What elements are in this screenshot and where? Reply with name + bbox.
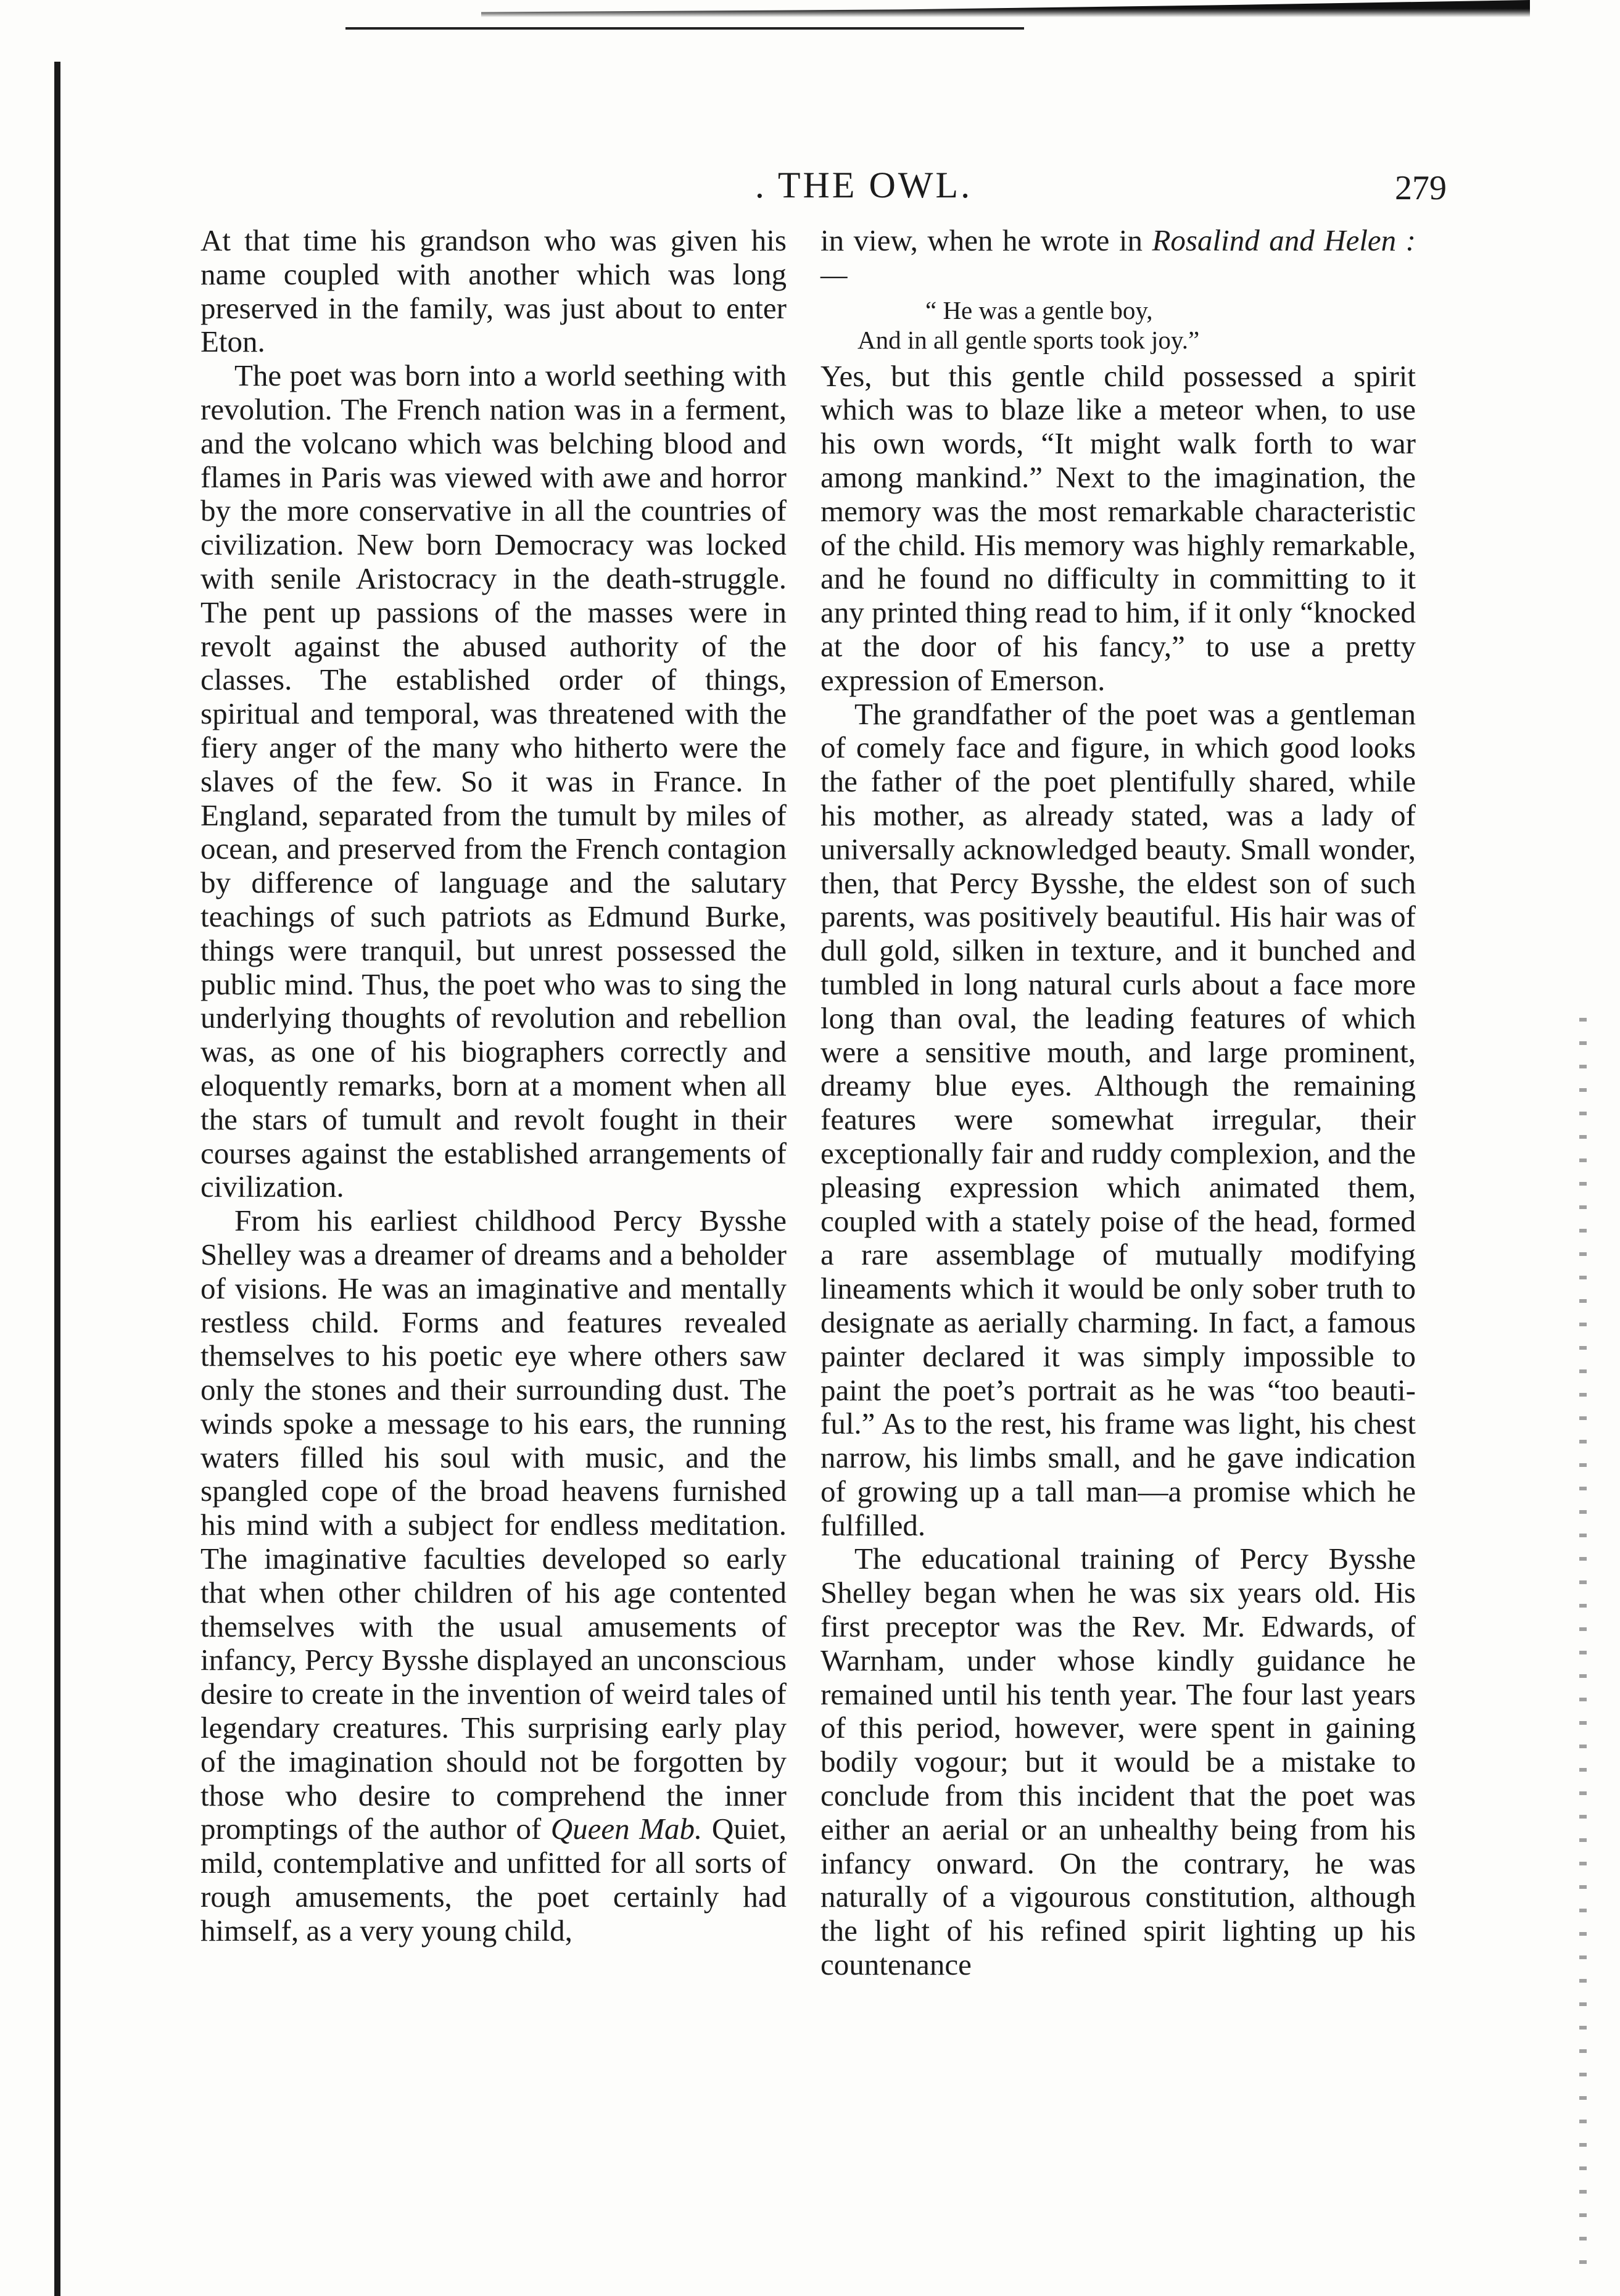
right-paragraph-2: Yes, but this gentle child possessed a spirit which was to blaze like a meteor when, to use his own words, “It might walk forth to war among mankind.” Next to the imagination, the memory was the most remarkable characteristic of the child. His memory was highly remarkable, and he found no difficulty in committing to it any printed thing read to him, if it only “knocked at the door of his fancy,” to use a pretty expression of Emerson. [820, 358, 1416, 697]
right-paragraph-3: The grandfather of the poet was a gentleman of comely face and figure, in which good looks the father of the poet plentifully shared, while his mother, as already stated, was a lady of universally acknowledged beauty. Small wonder, then, that Percy Bysshe, the eldest son of such parents, was positively beautiful. His hair was of dull gold, silken in texture, and it bunched and tumbled in long natural curls about a face more long than oval, the leading features of which were a sensitive mouth, and large prominent, dreamy blue eyes. Although the remaining features were somewhat irregular, their exceptionally fair and ruddy complexion, and the pleasing expression which animated them, coupled with a stately poise of the head, formed a rare assemblage of mutually modifying lineaments which it would be only sober truth to designate as aerially charming. In fact, a famous painter declared it was simply impossible to paint the poet’s portrait as he was “too beautiful.” As to the rest, his frame was light, his chest narrow, his limbs small, and he gave indication of growing up a tall man—a promise which he fulfilled. [820, 696, 1416, 1542]
left-paragraph-1: At that time his grandson who was given his name coupled with another which was long preserved in the family, was just about to enter Eton. [200, 223, 787, 359]
poem-line-1: “ He was a gentle boy, [925, 295, 1153, 324]
right-paragraph-4: The educational training of Percy Bysshe Shelley began when he was six years old. His first preceptor was the Rev. Mr. Edwards, of Warnham, under whose kindly guidance he remained until his tenth year. The four last years of this period, however, were spent in gaining bodily vogour; but it would be a mistake to conclude from this incident that the poet was either an aerial or an unhealthy being from his infancy onward. On the contrary, he was naturally of a vigourous constitution, although the light of his refined spirit lighting up his countenance [820, 1542, 1416, 1982]
page-number: 279 [1395, 169, 1447, 207]
poem-line-2: And in all gentle sports took joy.” [858, 325, 1200, 354]
queen-mab-title: Queen Mab. [550, 1812, 703, 1846]
right-scan-speckle [1579, 1018, 1587, 2282]
left-paragraph-3-text-b: Quiet, mild, contemplative and unfitted for all sorts of rough amusements, the poet certainly had himself, as a very young child, [200, 1812, 787, 1947]
left-paragraph-3 [200, 1204, 787, 1948]
rosalind-and-helen-title: Rosalind and Helen :— [820, 223, 1416, 291]
left-paragraph-2: The poet was born into a world seething with revolution. The French nation was in a ferment, and the volcano which was belching blood and flames in Paris was viewed with awe and horror by the more conservative in all the countries of civilization. New born Democracy was locked with senile Aristocracy in the death-struggle. The pent up passions of the masses were in revolt against the abused authority of the classes. The established order of things, spiritual and temporal, was threatened with the fiery anger of the many who hitherto were the slaves of the few. So it was in France. In England, separated from the tumult by miles of ocean, and preserved from the French contagion by difference of language and the salutary teachings of such patriots as Edmund Burke, things were tranquil, but unrest possessed the public mind. Thus, the poet who was to sing the underlying thoughts of revolution and rebellion was, as one of his biographers correctly and eloquently remarks, born at a moment when all the stars of tumult and revolt fought in their courses against the established arrangements of civilization. [200, 358, 787, 1204]
left-column [200, 224, 787, 1948]
top-thin-rule [345, 27, 1024, 30]
right-column [820, 224, 1416, 1982]
poem-quote [820, 295, 1416, 355]
left-paragraph-3-text-a: From his earliest childhood Percy Bysshe Shelley was a dreamer of dreams and a beholder of visions. He was an imaginative and mentally restless child. Forms and features revealed themselves to his poetic eye where others saw only the stones and their surrounding dust. The winds spoke a message to his ears, the running waters filled his soul with music, and the spangled cope of the broad heavens furnished his mind with a subject for endless meditation. The imaginative faculties developed so early that when other children of his age contented themselves with the usual amusements of infancy, Percy Bysshe displayed an unconscious desire to create in the invention of weird tales of legendary creatures. This surprising early play of the imagination should not be forgotten by those who desire to comprehend the inner promptings of the author of [200, 1204, 787, 1846]
top-scan-rule [481, 0, 1530, 17]
right-paragraph-1-text: in view, when he wrote in [820, 223, 1152, 257]
right-paragraph-1 [820, 224, 1416, 292]
left-binding-edge [54, 62, 60, 2296]
running-title: . THE OWL. [754, 165, 973, 205]
